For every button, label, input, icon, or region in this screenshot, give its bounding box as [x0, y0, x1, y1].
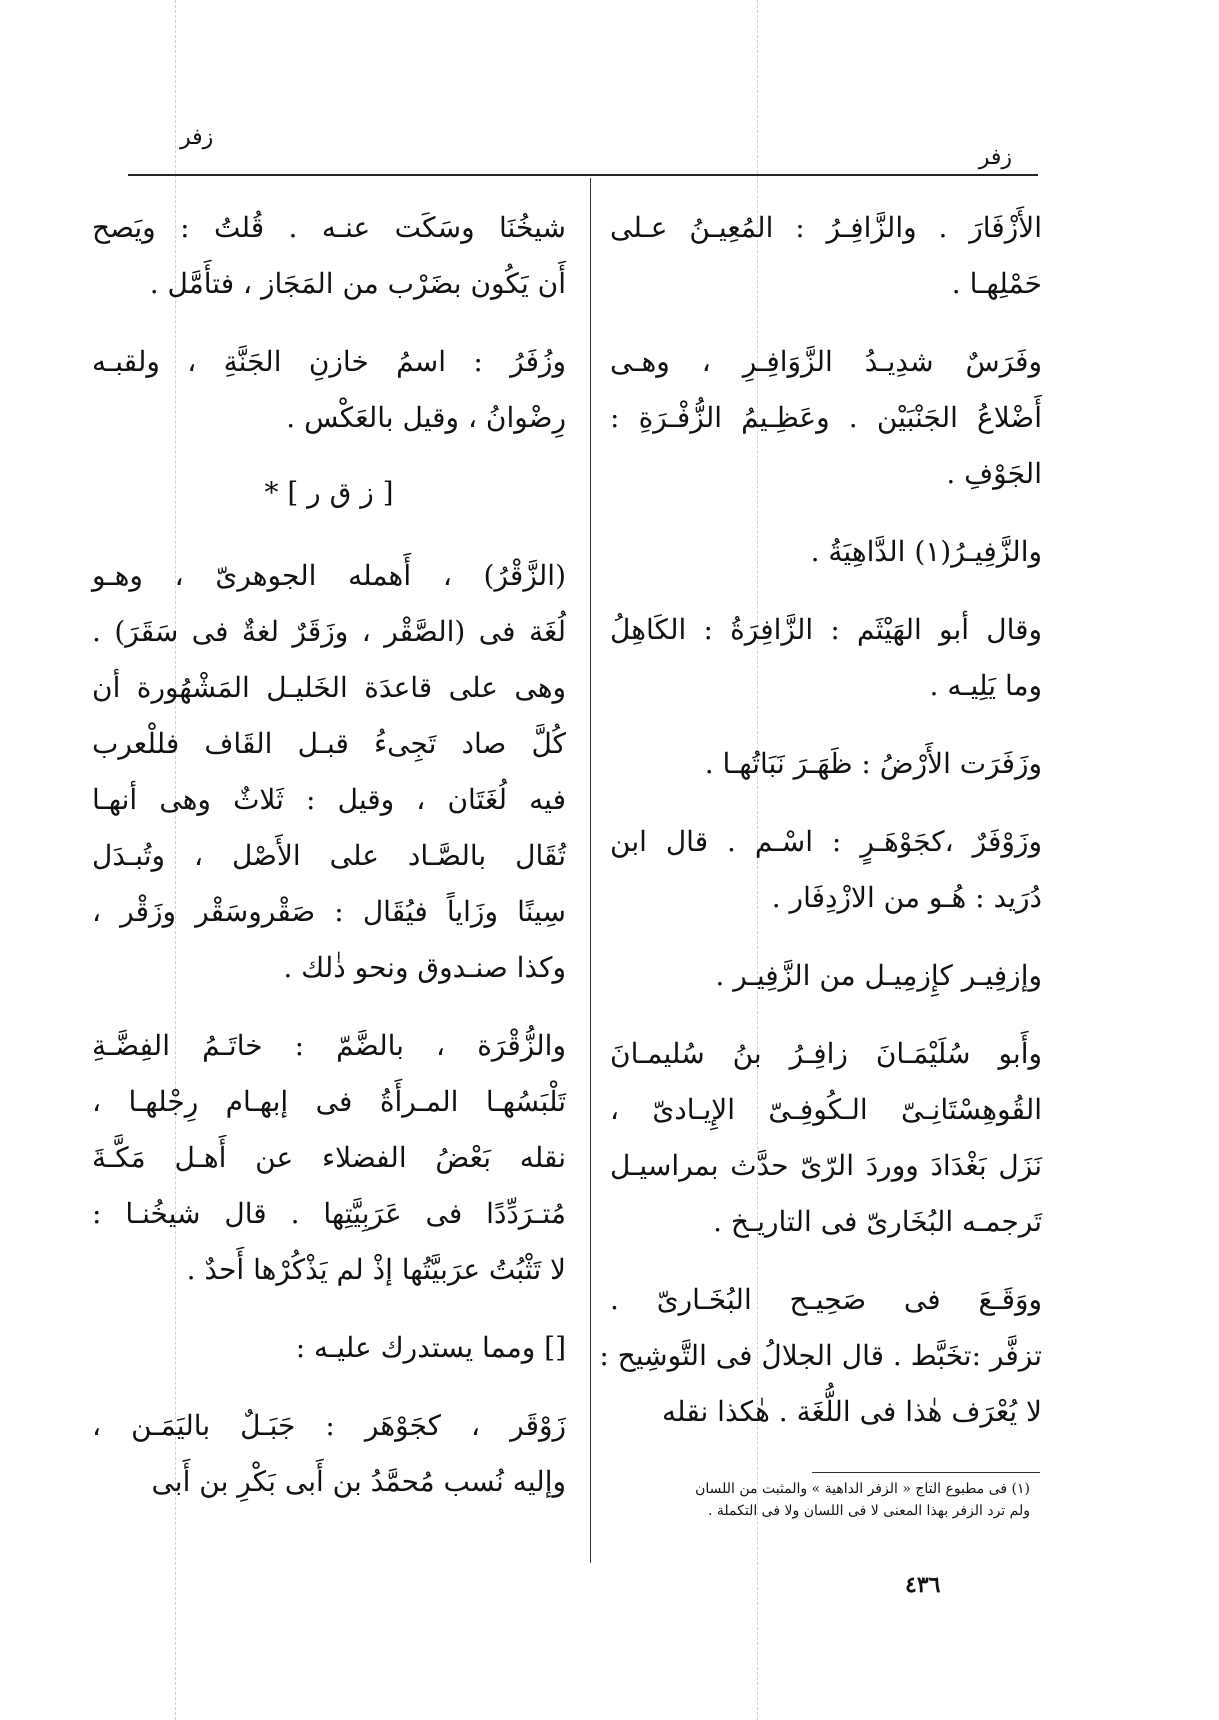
text-line: وإليه نُسب مُحمَّدُ بن أَبى بَكْرِ بن أَبى	[151, 1465, 566, 1498]
footnote-rule	[812, 1472, 1040, 1473]
text-line: تَلْبَسُهـا المـرأَةُ فى إبهـام رِجْلهـا ،	[92, 1085, 566, 1118]
paragraph	[610, 948, 1042, 1004]
text-line: [] ومما يستدرك عليـه :	[295, 1331, 566, 1364]
text-line: أَضْلاعُ الجَنْبَيْن . وعَظِـيمُ الزُّفْـرَةِ :	[610, 401, 1042, 434]
footnote	[590, 1478, 1030, 1522]
text-line: تَرجمـه البُخَارىّ فى التاريـخ .	[713, 1205, 1042, 1238]
text-line: وهى على قاعدَة الخَليـل المَشْهُورة أن	[92, 671, 566, 704]
text-line: تُقَال بالصَّـاد على الأَصْل ، وتُبـدَل	[92, 839, 566, 872]
page-number: ٤٣٦	[905, 1572, 941, 1598]
paragraph	[610, 602, 1042, 714]
paragraph	[610, 524, 1042, 580]
paragraph	[92, 1320, 566, 1376]
text-line: لا يُعْرَف هٰذا فى اللُّغَة . هٰكذا نقله	[662, 1395, 1042, 1428]
running-header-right: زفر	[978, 145, 1012, 170]
text-line: وقال أبو الهَيْثَم : الزَّافِرَةُ : الكَاهِلُ	[610, 613, 1042, 646]
text-line: الأَزْفَارَ . والزَّافِـرُ : المُعِيـنُ عـلى	[610, 211, 1042, 244]
text-line: وزُفَرُ : اسمُ خازنِ الجَنَّةِ ، ولقبـه	[92, 345, 566, 378]
paragraph	[92, 334, 566, 446]
text-line: نقله بَعْضُ الفضلاء عن أَهـل مَكَّـةَ	[92, 1141, 566, 1174]
footnote-line: (١) فى مطبوع التاج « الزفر الداهية » والمثبت من اللسان	[695, 1481, 1030, 1497]
paragraph	[92, 548, 566, 996]
text-line: دُرَيد : هُـو من الازْدِفَار .	[771, 881, 1042, 914]
text-line: وزَفَرَت الأَرْضُ : ظَهَـرَ نَبَاتُهـا .	[704, 747, 1042, 780]
text-line: فيه لُغَتَان ، وقيل : ثَلاثٌ وهى أنهـا	[92, 783, 566, 816]
paragraph	[599, 1272, 1042, 1440]
paragraph	[92, 1398, 566, 1510]
text-line: رِضْوانُ ، وقيل بالعَكْس .	[286, 401, 566, 434]
text-line: وزَوْفَرٌ ،كجَوْهَـرٍ : اسْـم . قال ابن	[610, 825, 1042, 858]
paragraph	[92, 1018, 566, 1298]
running-header-left: زفر	[180, 125, 214, 150]
text-line: وأَبو سُلَيْمَـانَ زافِـرُ بنُ سُليمـانَ	[610, 1037, 1042, 1070]
text-line: والزُّقْرَة ، بالضَّمّ : خاتَـمُ الفِضَّـةِ	[92, 1029, 566, 1062]
text-line: وإزفِيـر كإِزمِيـل من الزَّفِيـر .	[715, 959, 1042, 992]
paragraph	[610, 1026, 1042, 1250]
text-line: مُتـرَدِّدًا فى عَرَبِيَّتِها . قال شيخُنـا :	[92, 1197, 566, 1230]
text-line: وما يَلِيـه .	[929, 669, 1042, 702]
text-line: القُوهِسْتَانِـىّ الـكُوفِـىّ الإِيـادىّ ،	[610, 1093, 1042, 1126]
text-line: ووَقَـعَ فى صَحِيـح البُخَـارىّ .	[610, 1283, 1042, 1316]
left-column	[92, 200, 566, 1532]
entry-heading: [ ز ق ر ] *	[264, 476, 394, 509]
text-line: الجَوْفِ .	[946, 457, 1042, 490]
text-line: شيخُنَا وسَكَت عنـه . قُلتُ : ويَصح	[92, 211, 566, 244]
text-line: والزَّفِيـرُ(١) الدَّاهِيَةُ .	[810, 535, 1042, 568]
text-line: سِينًا وزَاياً فيُقَال : صَقْروسَقْر وزَقْر ،	[92, 895, 566, 928]
column-divider	[590, 178, 591, 1563]
text-line: زَوْقَر ، كجَوْهَر : جَبَـلٌ باليَمَـن ،	[92, 1409, 566, 1442]
text-line: لُغَة فى (الصَّقْر ، وزَقَرٌ لغةٌ فى سَقَرَ) .	[92, 615, 566, 648]
text-line: (الزَّقْرُ) ، أَهمله الجوهرىّ ، وهـو	[92, 559, 566, 592]
text-line: لا تَثْبُتُ عرَبيَّتُها إذْ لم يَذْكُرْها أَحدٌ .	[186, 1253, 566, 1286]
right-column	[599, 200, 1042, 1462]
text-line: تزفَّر :تخَبَّط . قال الجلالُ فى التَّوشِيح :	[599, 1339, 1042, 1372]
text-line: كُلَّ صاد تَجِىءُ قبـل القَاف فللْعرب	[92, 727, 566, 760]
paragraph	[610, 200, 1042, 312]
text-line: نَزَل بَغْدَادَ ووردَ الرّىّ حدَّث بمراسيـل	[610, 1149, 1042, 1182]
text-line: حَمْلِهـا .	[951, 267, 1042, 300]
header-rule	[128, 174, 1038, 176]
text-line: أَن يَكُون بضَرْب من المَجَاز ، فتأَمَّل .	[149, 267, 566, 300]
paragraph	[610, 814, 1042, 926]
text-line: وكذا صنـدوق ونحو ذٰلك .	[283, 951, 566, 984]
paragraph	[610, 736, 1042, 792]
footnote-line: ولم ترد الزفر بهذا المعنى لا فى اللسان ولا فى التكملة .	[707, 1503, 1030, 1519]
paragraph	[92, 200, 566, 312]
paragraph	[610, 334, 1042, 502]
text-line: وفَرَسٌ شدِيـدُ الزَّوَافِـرِ ، وهـى	[610, 345, 1042, 378]
